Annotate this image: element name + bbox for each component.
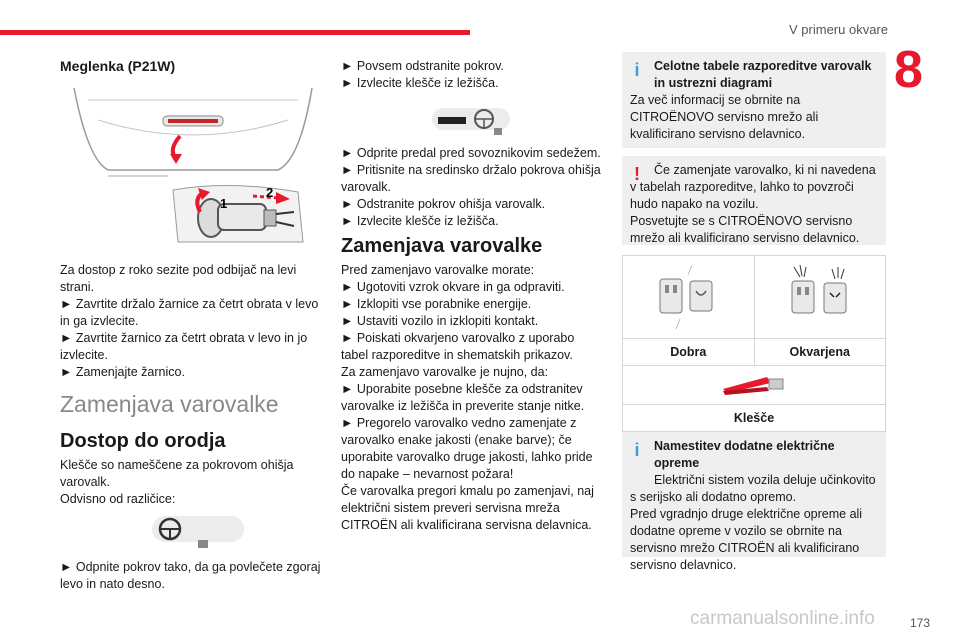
warning-text: Če zamenjate varovalko, ki ni navedena v tabelah razporeditve, lahko to povzroči hudo napako na vozilu. [630,163,876,211]
step: ► Izvlecite klešče iz ležišča. [341,76,499,90]
info-box-accessories [622,432,886,572]
paragraph: Za zamenjavo varovalke je nujno, da: [341,365,549,379]
good-fuse-icon [648,261,728,331]
paragraph: ► Ugotoviti vzrok okvare in ga odpraviti. [341,280,565,294]
warning-icon: ! [634,164,640,184]
callout-2: 2 [266,185,274,200]
paragraph: ► Zavrtite držalo žarnice za četrt obrata v levo in ga izvlecite. [60,297,319,328]
glovebox-steps [341,145,603,230]
paragraph: ► Zavrtite žarnico za četrt obrata v levo in jo izvlecite. [60,331,308,362]
chapter-number: 8 [894,41,923,99]
info-box-fuse-tables [622,52,886,148]
cover-steps [341,58,603,92]
info-text: Pred vgradnjo druge električne opreme ali dodatne opreme v vozilo se obrnite na servisno mrežo CITROËN ali kvalificirano servisno delavnico. [630,507,863,572]
paragraph: ► Ustaviti vozilo in izklopiti kontakt. [341,314,539,328]
warning-box [622,156,886,245]
blown-fuse-label: Okvarjena [754,339,886,366]
fog-lamp-heading: Meglenka (P21W) [60,58,176,74]
fog-lamp-illustration [68,80,318,248]
paragraph: Odvisno od različice: [60,492,176,506]
subsection-title: Dostop do orodja [60,430,226,452]
blown-fuse-illustration [754,256,886,339]
paragraph: Če varovalka pregori kmalu po zamenjavi, naj električni sistem preveri servisna mreža CITROËN ali kvalificirana servisna delavnica. [341,484,594,532]
paragraph: Pred zamenjavo varovalke morate: [341,263,535,277]
header-accent-bar [0,30,470,35]
fuse-box-cover-icon [432,102,512,136]
paragraph: ► Poiskati okvarjeno varovalko z uporabo tabel razporeditve in shematskih prikazov. [341,331,575,362]
paragraph: Za dostop z roko sezite pod odbijač na levi strani. [60,263,297,294]
good-fuse-label: Dobra [623,339,755,366]
callout-1: 1 [220,196,228,211]
tweezers-illustration [623,366,886,405]
tool-access-text [60,457,322,508]
paragraph: ► Pregorelo varovalko vedno zamenjate z varovalko enake jakosti (enake barve); če uporabite varovalko druge jakosti, lahko pride do napake – nevarnost požara! [341,416,593,481]
paragraph: ► Izklopiti vse porabnike energije. [341,297,532,311]
paragraph: Klešče so nameščene za pokrovom ohišja varovalk. [60,458,294,489]
section-title: Zamenjava varovalke [60,391,279,417]
tweezers-icon [719,371,789,397]
step: ► Pritisnite na sredinsko držalo pokrova ohišja varovalk. [341,163,601,194]
info-icon: i [634,60,640,80]
info-icon: i [634,440,640,460]
info-text: Za več informacij se obrnite na CITROËNOVO servisno mrežo ali kvalificirano servisno delavnico. [630,93,819,141]
steering-wheel-fuse-cover-icon [148,508,248,550]
chapter-title: V primeru okvare [789,22,888,37]
step: ► Povsem odstranite pokrov. [341,59,504,73]
page-number: 173 [910,616,931,630]
paragraph: ► Zamenjajte žarnico. [60,365,185,379]
fog-lamp-instructions [60,262,322,381]
step: ► Odstranite pokrov ohišja varovalk. [341,197,546,211]
remove-cover-step: ► Odpnite pokrov tako, da ga povlečete zgoraj levo in nato desno. [60,560,321,591]
warning-text: Posvetujte se s CITROËNOVO servisno mrežo ali kvalificirano servisno delavnico. [630,214,860,245]
tweezers-label: Klešče [623,405,886,432]
info-title: Celotne tabele razporeditve varovalk in ustrezni diagrami [654,59,872,90]
good-fuse-illustration [623,256,755,339]
step: ► Odprite predal pred sovoznikovim sedežem. [341,146,601,160]
blown-fuse-icon [780,261,860,331]
info-title: Namestitev dodatne električne opreme [654,439,835,470]
fuse-replacement-text [341,262,603,534]
fuse-replacement-heading: Zamenjava varovalke [341,235,543,257]
watermark: carmanualsonline.info [690,608,875,629]
fuse-condition-table [622,255,886,432]
paragraph: ► Uporabite posebne klešče za odstranitev varovalke iz ležišča in preverite stanje nitke. [341,382,585,413]
info-text: Električni sistem vozila deluje učinkovito s serijsko ali dodatno opremo. [630,473,876,504]
step: ► Izvlecite klešče iz ležišča. [341,214,499,228]
